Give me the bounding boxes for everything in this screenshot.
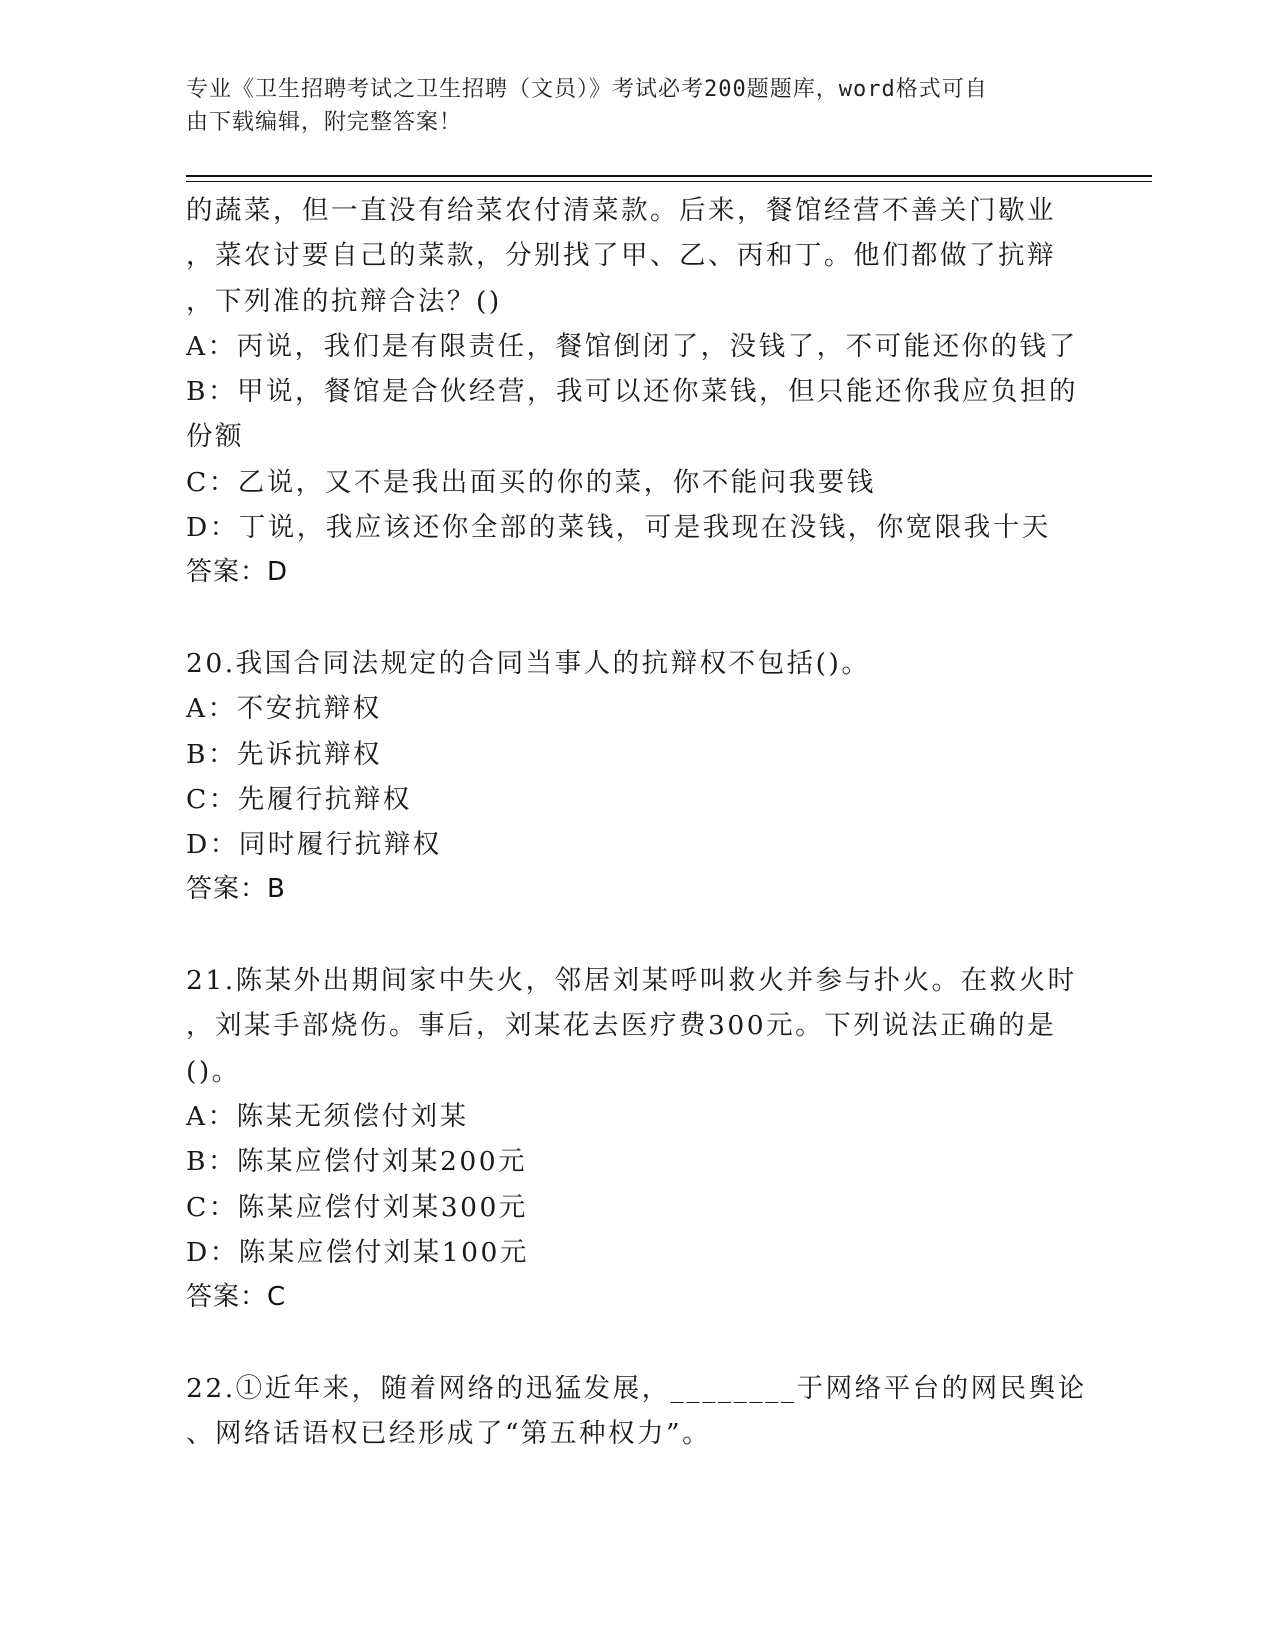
option-b: B：先诉抗辩权 xyxy=(186,738,382,770)
question-20 xyxy=(186,641,1086,913)
question-19 xyxy=(186,188,1086,596)
question-21 xyxy=(186,958,1086,1320)
option-b-continued: 份额 xyxy=(186,421,244,453)
document-body xyxy=(186,188,1086,1456)
question-22 xyxy=(186,1366,1086,1457)
header-rule-thick xyxy=(186,175,1152,177)
spacer xyxy=(186,596,1086,641)
answer-line: 答案：C xyxy=(186,1282,287,1313)
question-text-line: 21.陈某外出期间家中失火，邻居刘某呼叫救火并参与扑火。在救火时 xyxy=(186,965,1077,997)
question-text-line: ()。 xyxy=(186,1055,241,1087)
header-rule-thin xyxy=(186,181,1152,182)
option-c: C：乙说，又不是我出面买的你的菜，你不能问我要钱 xyxy=(186,466,876,498)
question-text-line: 、网络话语权已经形成了“第五种权力”。 xyxy=(186,1418,712,1450)
header-line-1: 专业《卫生招聘考试之卫生招聘（文员）》考试必考200题题库，word格式可自 xyxy=(186,77,988,102)
question-text-line: 22.①近年来，随着网络的迅猛发展，________于网络平台的网民舆论 xyxy=(186,1372,1087,1404)
option-c: C：先履行抗辩权 xyxy=(186,783,412,815)
spacer xyxy=(186,913,1086,958)
question-text-line: ，下列准的抗辩合法？() xyxy=(186,285,502,317)
option-d: D：同时履行抗辩权 xyxy=(186,829,442,861)
page-header xyxy=(186,73,1066,139)
option-b: B：陈某应偿付刘某200元 xyxy=(186,1146,528,1178)
answer-line: 答案：B xyxy=(186,874,286,905)
option-a: A：不安抗辩权 xyxy=(186,693,382,725)
spacer xyxy=(186,1320,1086,1365)
question-text-line: ，刘某手部烧伤。事后，刘某花去医疗费300元。下列说法正确的是 xyxy=(186,1010,1057,1042)
option-d: D：陈某应偿付刘某100元 xyxy=(186,1236,529,1268)
option-a: A：丙说，我们是有限责任，餐馆倒闭了，没钱了，不可能还你的钱了 xyxy=(186,330,1078,362)
option-a: A：陈某无须偿付刘某 xyxy=(186,1100,469,1132)
question-text-line: 的蔬菜，但一直没有给菜农付清菜款。后来，餐馆经营不善关门歇业 xyxy=(186,195,1056,226)
option-d: D：丁说，我应该还你全部的菜钱，可是我现在没钱，你宽限我十天 xyxy=(186,512,1051,544)
option-b: B：甲说，餐馆是合伙经营，我可以还你菜钱，但只能还你我应负担的 xyxy=(186,376,1078,408)
header-line-2: 由下载编辑，附完整答案！ xyxy=(186,110,463,135)
answer-line: 答案：D xyxy=(186,557,289,588)
question-text-line: ，菜农讨要自己的菜款，分别找了甲、乙、丙和丁。他们都做了抗辩 xyxy=(186,240,1056,272)
question-text-line: 20.我国合同法规定的合同当事人的抗辩权不包括()。 xyxy=(186,647,871,679)
option-c: C：陈某应偿付刘某300元 xyxy=(186,1191,528,1223)
